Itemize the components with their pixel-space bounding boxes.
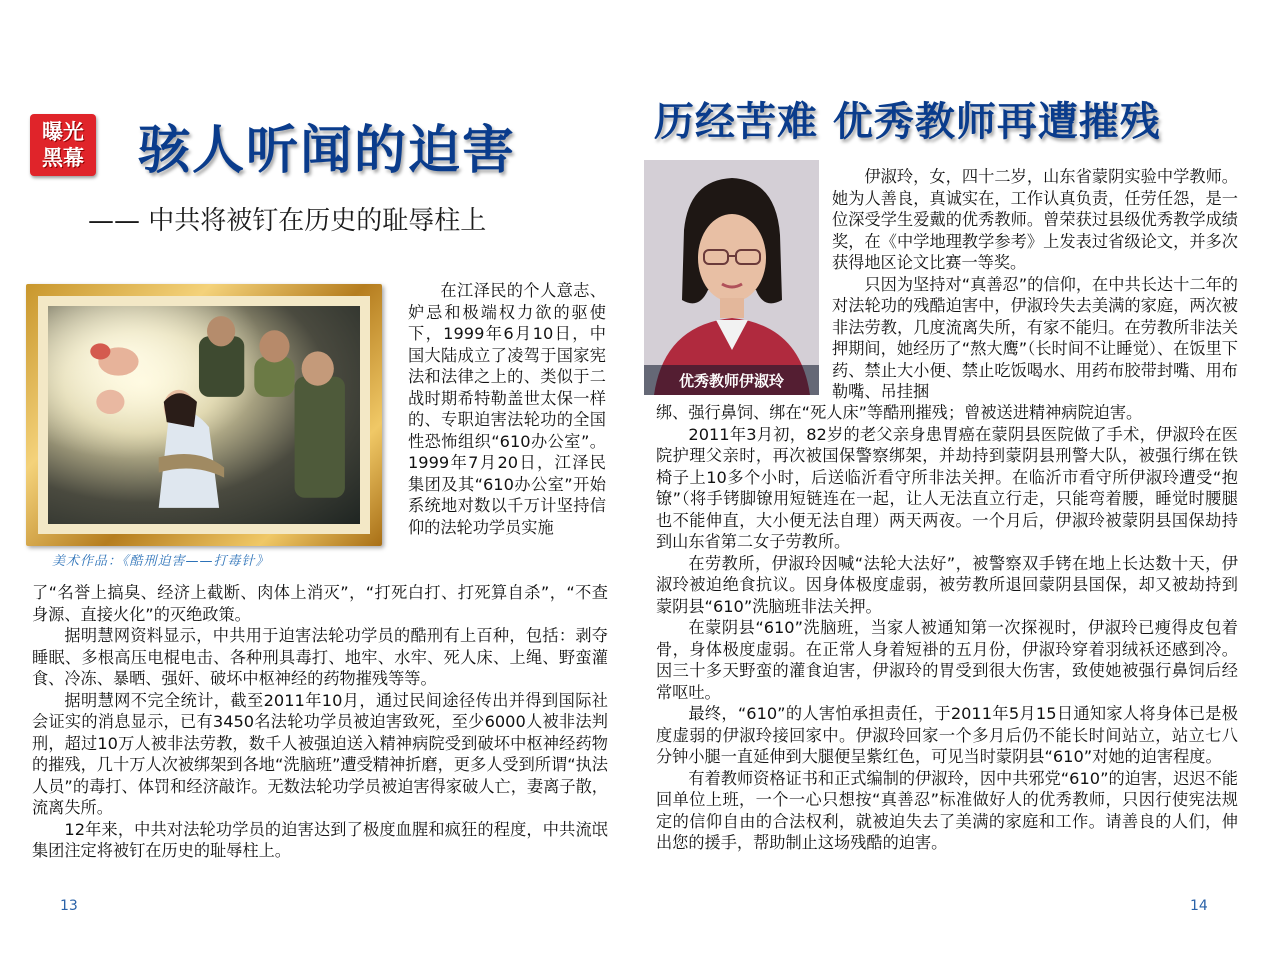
paragraph: 只因为坚持对“真善忍”的信仰，在中共长达十二年的对法轮功的残酷迫害中，伊淑玲失去美满的家庭，两次被非法劳教，几度流离失所，有家不能归。在劳教所非法关押期间，她经历了“熬大鹰”（长时间不让睡觉）、在饭里下药、禁止大小便、禁止吃饭喝水、用药布胶带封嘴、用布勒嘴、吊挂捆 (832, 274, 1238, 401)
painting-caption: 美术作品：《酷刑迫害——打毒针》 (52, 554, 270, 569)
right-article-title: 历经苦难 优秀教师再遭摧残 (654, 99, 1161, 145)
paragraph: 在江泽民的个人意志、妒忌和极端权力欲的驱使下，1999年6月10日，中国大陆成立了凌驾于国家宪法和法律之上的、类似于二战时期希特勒盖世太保一样的、专职迫害法轮功的全国性恐怖组织“610办公室”。1999年7月20日，江泽民集团及其“610办公室”开始系统地对数以千万计坚持信仰的法轮功学员实施 (408, 281, 606, 537)
badge-line-2: 黑幕 (42, 146, 84, 170)
paragraph: 伊淑玲，女，四十二岁，山东省蒙阴实验中学教师。她为人善良，真诚实在，工作认真负责，任劳任怨，是一位深受学生爱戴的优秀教师。曾荣获过县级优秀教学成绩奖，在《中学地理教学参考》上发表过省级论文，并多次获得地区论文比赛一等奖。 (832, 167, 1238, 272)
paragraph: 据明慧网不完全统计，截至2011年10月，通过民间途径传出并得到国际社会证实的消息显示，已有3450名法轮功学员被迫害致死，至少6000人被非法判刑，超过10万人被非法劳教，数千人被强迫送入精神病院受到破坏中枢神经药物的摧残，几十万人次被绑架到各地“洗脑班”遭受精神折磨，更多人受到所谓“执法人员”的毒打、体罚和经济敲诈。无数法轮功学员被迫害得家破人亡，妻离子散，流离失所。 (32, 690, 608, 817)
paragraph: 有着教师资格证书和正式编制的伊淑玲，因中共邪党“610”的迫害，迟迟不能回单位上班，一个一心只想按“真善忍”标准做好人的优秀教师，只因行使宪法规定的信仰自由的合法权利，就被迫失去了美满的家庭和工作。请善良的人们，伸出您的援手，帮助制止这场残酷的迫害。 (656, 768, 1238, 852)
paragraph: 在劳教所，伊淑玲因喊“法轮大法好”，被警察双手铐在地上长达数十天，伊淑玲被迫绝食抗议。因身体极度虚弱，被劳教所退回蒙阴县国保，却又被劫持到蒙阴县“610”洗脑班非法关押。 (656, 553, 1238, 616)
torture-painting-image (48, 306, 360, 524)
portrait-illustration (644, 160, 819, 395)
page-number-left: 13 (60, 898, 78, 914)
left-article-intro (408, 280, 606, 538)
teacher-portrait-photo (644, 160, 819, 395)
badge-line-1: 曝光 (42, 120, 84, 144)
left-article-title: 骇人听闻的迫害 (138, 121, 517, 181)
paragraph: 绑、强行鼻饲、绑在“死人床”等酷刑摧残；曾被送进精神病院迫害。 (656, 403, 1143, 422)
right-article-intro (832, 166, 1238, 403)
paragraph: 最终，“610”的人害怕承担责任，于2011年5月15日通知家人将身体已是极度虚弱的伊淑玲接回家中。伊淑玲回家一个多月后仍不能长时间站立，站立七八分钟小腿一直延伸到大腿便呈紫红色，可见当时蒙阴县“610”对她的迫害程度。 (656, 704, 1238, 766)
right-article-body (656, 402, 1238, 854)
portrait-caption: 优秀教师伊淑玲 (644, 365, 819, 395)
left-article-body (32, 582, 608, 862)
painting-frame (26, 284, 382, 546)
expose-badge (30, 114, 96, 176)
paragraph: 了“名誉上搞臭、经济上截断、肉体上消灭”，“打死白打、打死算自杀”，“不查身源、直接火化”的灭绝政策。 (32, 583, 608, 624)
paragraph: 据明慧网资料显示，中共用于迫害法轮功学员的酷刑有上百种，包括：剥夺睡眠、多根高压电棍电击、各种刑具毒打、地牢、水牢、死人床、上绳、野蛮灌食、冷冻、暴晒、强奸、破坏中枢神经的药物摧残等等。 (32, 626, 608, 688)
left-article-subtitle: —— 中共将被钉在历史的耻辱柱上 (88, 206, 487, 236)
paragraph: 12年来，中共对法轮功学员的迫害达到了极度血腥和疯狂的程度，中共流氓集团注定将被钉在历史的耻辱柱上。 (32, 819, 608, 860)
paragraph: 在蒙阴县“610”洗脑班，当家人被通知第一次探视时，伊淑玲已瘦得皮包着骨，身体极度虚弱。在正常人身着短褂的五月份，伊淑玲穿着羽绒袄还感到冷。因三十多天野蛮的灌食迫害，伊淑玲的胃受到很大伤害，致使她被强行鼻饲后经常呕吐。 (656, 618, 1238, 702)
painting-illustration (48, 306, 360, 524)
paragraph: 2011年3月初，82岁的老父亲身患胃癌在蒙阴县医院做了手术，伊淑玲在医院护理父亲时，再次被国保警察绑架，并劫持到蒙阴县刑警大队，被强行绑在铁椅子上10多个小时，后送临沂看守所非法关押。在临沂市看守所伊淑玲遭受“抱镣”（将手铐脚镣用短链连在一起，让人无法直立行走，只能弯着腰，睡觉时腰腿也不能伸直，大小便无法自理）两天两夜。一个月后，伊淑玲被蒙阴县国保劫持到山东省第二女子劳教所。 (656, 424, 1238, 551)
page-number-right: 14 (1190, 898, 1208, 914)
